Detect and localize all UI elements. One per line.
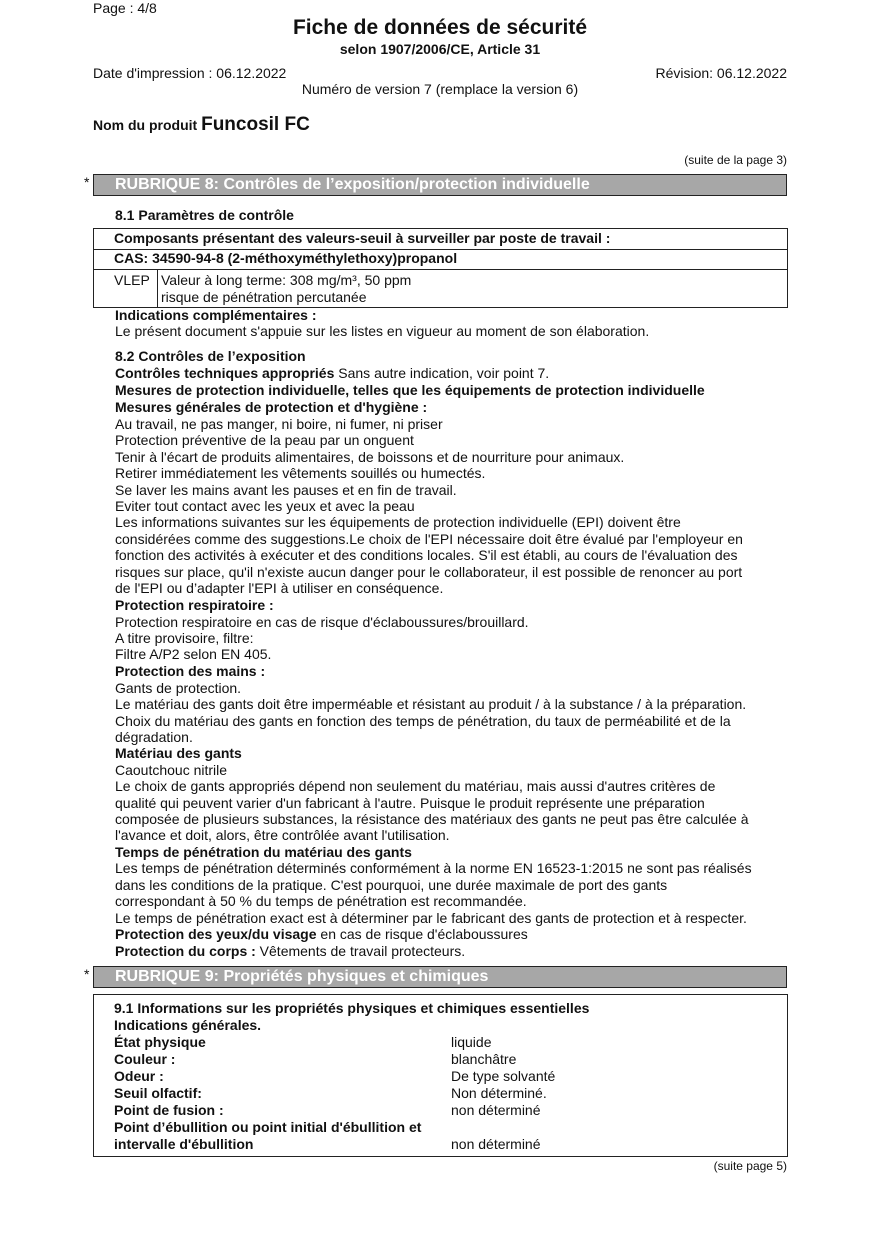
document-title: Fiche de données de sécurité — [292, 16, 588, 39]
property-value: De type solvanté — [451, 1068, 556, 1084]
hygiene-line: Retirer immédiatement les vêtements souillés ou humectés. — [115, 465, 486, 481]
property-label: Couleur : — [114, 1051, 176, 1067]
hands-line: Le matériau des gants doit être imperméable et résistant au produit / à la substance / à la préparation. — [115, 696, 747, 712]
property-label: Seuil olfactif: — [114, 1085, 202, 1101]
cas-text: CAS: 34590-94-8 (2-méthoxyméthylethoxy)propanol — [114, 250, 458, 266]
document-subtitle: selon 1907/2006/CE, Article 31 — [339, 41, 541, 57]
continued-from: (suite de la page 3) — [684, 153, 787, 167]
section-9-1-title: 9.1 Informations sur les propriétés physiques et chimiques essentielles — [114, 1000, 590, 1016]
hygiene-line: Les informations suivantes sur les équipements de protection individuelle (EPI) doivent être — [115, 514, 681, 530]
property-label: Point de fusion : — [114, 1102, 224, 1118]
extra-info-text: Le présent document s'appuie sur les listes en vigueur au moment de son élaboration. — [115, 323, 650, 339]
page-number: Page : 4/8 — [93, 0, 157, 16]
section-8-title: RUBRIQUE 8: Contrôles de l’exposition/protection individuelle — [115, 176, 590, 193]
body-protection — [115, 943, 465, 959]
glove-material-title: Matériau des gants — [115, 745, 242, 761]
revision-marker: * — [84, 174, 90, 190]
property-value: liquide — [451, 1034, 492, 1050]
hygiene-line: de l'EPI ou d’adapter l'EPI à utiliser en conséquence. — [115, 580, 444, 596]
vlep-value: Valeur à long terme: 308 mg/m³, 50 ppm — [161, 272, 412, 288]
penetration-line: Les temps de pénétration déterminés conformément à la norme EN 16523-1:2015 ne sont pas réalisés — [115, 860, 752, 876]
tech-controls-text: Sans autre indication, voir point 7. — [334, 365, 550, 381]
hygiene-line: considérées comme des suggestions.Le choix de l'EPI nécessaire doit être évalué par l'employeur en — [115, 531, 743, 547]
glove-material-line: composée de plusieurs substances, la résistance des matériaux des gants ne peut pas être calculée à — [115, 811, 749, 827]
eye-protection-text: en cas de risque d'éclaboussures — [316, 926, 528, 942]
tech-controls — [115, 365, 549, 381]
vlep-row — [94, 270, 787, 308]
respiratory-line: Protection respiratoire en cas de risque d'éclaboussures/brouillard. — [115, 614, 529, 630]
hygiene-line: Se laver les mains avant les pauses et en fin de travail. — [115, 482, 457, 498]
hands-line: Gants de protection. — [115, 680, 242, 696]
section-8-2-title: 8.2 Contrôles de l’exposition — [115, 348, 306, 364]
section-9-header — [93, 966, 787, 988]
property-label: Odeur : — [114, 1068, 164, 1084]
vlep-divider — [157, 270, 158, 308]
glove-material-line: l'avance et doit, alors, être contrôlée avant l'utilisation. — [115, 827, 450, 843]
hygiene-line: Au travail, ne pas manger, ni boire, ni fumer, ni priser — [115, 416, 443, 432]
hygiene-title: Mesures générales de protection et d'hygiène : — [115, 399, 428, 415]
revision-date: Révision: 06.12.2022 — [655, 65, 787, 81]
hygiene-line: Protection préventive de la peau par un onguent — [115, 432, 414, 448]
version-number: Numéro de version 7 (remplace la version 6) — [301, 81, 579, 97]
extra-info-title: Indications complémentaires : — [115, 307, 317, 323]
hands-line: dégradation. — [115, 729, 193, 745]
general-info-title: Indications générales. — [114, 1017, 262, 1033]
respiratory-line: Filtre A/P2 selon EN 405. — [115, 646, 272, 662]
vlep-note: risque de pénétration percutanée — [161, 289, 367, 305]
penetration-line: correspondant à 50 % du temps de pénétration est recommandée. — [115, 893, 527, 909]
glove-material-line: Caoutchouc nitrile — [115, 762, 228, 778]
revision-marker: * — [84, 966, 90, 982]
property-label: État physique — [114, 1034, 206, 1050]
hygiene-line: Tenir à l'écart de produits alimentaires, de boissons et de nourriture pour animaux. — [115, 449, 625, 465]
respiratory-title: Protection respiratoire : — [115, 597, 274, 613]
product-name — [93, 114, 310, 136]
body-protection-label: Protection du corps : — [115, 943, 256, 959]
ppe-title: Mesures de protection individuelle, telles que les équipements de protection individuelle — [115, 382, 705, 398]
property-value: non déterminé — [451, 1102, 541, 1118]
hands-line: Choix du matériau des gants en fonction des temps de pénétration, du taux de perméabilité et de la — [115, 713, 731, 729]
respiratory-line: A titre provisoire, filtre: — [115, 630, 254, 646]
print-date: Date d'impression : 06.12.2022 — [93, 65, 287, 81]
boiling-range-label: intervalle d'ébullition — [114, 1136, 254, 1152]
glove-material-line: qualité qui peuvent varier d'un fabricant à l'autre. Puisque le produit représente une préparation — [115, 795, 705, 811]
penetration-line: Le temps de pénétration exact est à déterminer par le fabricant des gants de protection et à respecter. — [115, 910, 747, 926]
product-label: Nom du produit — [93, 117, 198, 133]
eye-protection-label: Protection des yeux/du visage — [115, 926, 317, 942]
section-8-header — [93, 174, 787, 196]
table-header-text: Composants présentant des valeurs-seuil à surveiller par poste de travail : — [114, 230, 611, 246]
penetration-title: Temps de pénétration du matériau des gants — [115, 844, 412, 860]
table-header-row — [94, 229, 787, 250]
property-value: Non déterminé. — [451, 1085, 547, 1101]
glove-material-line: Le choix de gants appropriés dépend non seulement du matériau, mais aussi d'autres critères de — [115, 778, 716, 794]
hygiene-line: fonction des activités à exécuter et des conditions locales. S'il est établi, au cours de l'évaluation des — [115, 547, 738, 563]
tech-controls-label: Contrôles techniques appropriés — [115, 365, 335, 381]
boiling-point-value: non déterminé — [451, 1136, 541, 1152]
eye-protection — [115, 926, 528, 942]
boiling-point-label: Point d’ébullition ou point initial d'ébullition et — [114, 1119, 422, 1135]
section-9-title: RUBRIQUE 9: Propriétés physiques et chimiques — [115, 968, 489, 985]
vlep-code: VLEP — [114, 272, 150, 288]
penetration-line: dans les conditions de la pratique. C'est pourquoi, une durée maximale de port des gants — [115, 877, 668, 893]
hygiene-line: Eviter tout contact avec les yeux et avec la peau — [115, 498, 415, 514]
continued-to: (suite page 5) — [713, 1159, 787, 1173]
physical-properties-box — [93, 994, 788, 1157]
body-protection-text: Vêtements de travail protecteurs. — [255, 943, 466, 959]
section-8-1-title: 8.1 Paramètres de contrôle — [115, 207, 294, 223]
hygiene-line: risques sur place, qu'il n'existe aucun danger pour le collaborateur, il est possible de renoncer au port — [115, 564, 743, 580]
cas-row — [94, 249, 787, 270]
property-value: blanchâtre — [451, 1051, 517, 1067]
product-value: Funcosil FC — [201, 114, 310, 135]
exposure-limits-table — [93, 228, 788, 308]
hands-title: Protection des mains : — [115, 663, 266, 679]
